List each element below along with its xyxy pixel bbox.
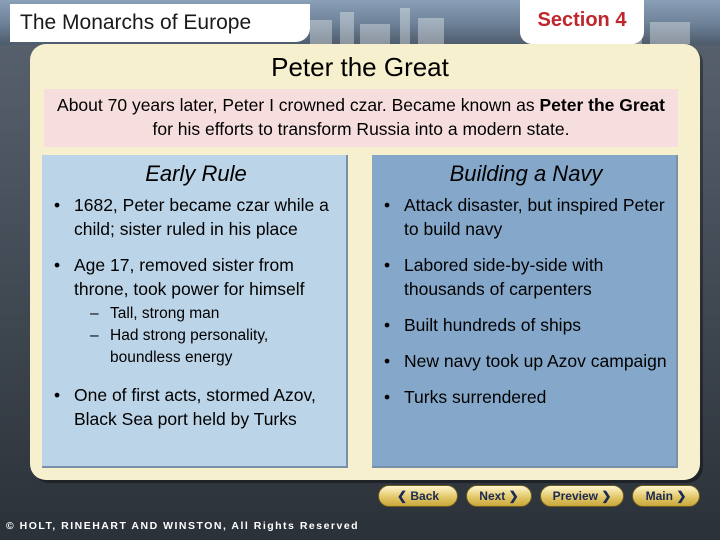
back-arrow-icon: ❮: [396, 489, 408, 503]
back-button[interactable]: ❮ Back: [378, 485, 458, 507]
building-navy-column: [372, 155, 678, 468]
list-item: • 1682, Peter became czar while a child; sister ruled in his place: [54, 195, 329, 239]
city-skyline-image: [300, 2, 720, 44]
bullet-icon: •: [54, 385, 61, 405]
list-item: • New navy took up Azov campaign: [384, 351, 667, 371]
next-arrow-icon: ❯: [508, 489, 519, 503]
list-item: • Attack disaster, but inspired Peter to build navy: [384, 195, 665, 239]
dash-icon: –: [90, 327, 99, 344]
building-navy-title: Building a Navy: [449, 161, 603, 186]
list-item: • One of first acts, stormed Azov, Black Sea port held by Turks: [54, 385, 316, 429]
list-item: • Labored side-by-side with thousands of carpenters: [384, 255, 604, 299]
early-rule-title: Early Rule: [145, 161, 247, 186]
section-label: Section 4: [520, 0, 644, 44]
intro-rest-text: for his efforts to transform Russia into a modern state.: [152, 119, 570, 139]
bullet-icon: •: [384, 387, 391, 407]
bullet-icon: •: [384, 195, 391, 215]
main-button[interactable]: Main ❯: [632, 485, 700, 507]
list-item: • Built hundreds of ships: [384, 315, 582, 335]
bullet-icon: •: [384, 351, 391, 371]
early-rule-column: [42, 155, 348, 468]
preview-button[interactable]: Preview ❯: [540, 485, 624, 507]
bullet-icon: •: [384, 315, 391, 335]
sub-list: [54, 303, 338, 369]
list-item: • Turks surrendered: [384, 387, 547, 407]
list-item: • Age 17, removed sister from throne, took power for himself: [54, 255, 305, 299]
intro-box: [44, 89, 678, 147]
intro-bold-text: Peter the Great: [539, 95, 665, 115]
bullet-icon: •: [384, 255, 391, 275]
presentation-title: The Monarchs of Europe: [10, 4, 310, 42]
next-button[interactable]: Next ❯: [466, 485, 532, 507]
sub-list-item: – Had strong personality, boundless energy: [90, 327, 269, 366]
intro-text: About 70 years later, Peter I crowned czar. Became known as: [57, 95, 540, 115]
dash-icon: –: [90, 305, 99, 322]
copyright-footer: © HOLT, RINEHART AND WINSTON, All Rights Reserved: [6, 520, 360, 532]
main-arrow-icon: ❯: [676, 489, 687, 503]
bullet-icon: •: [54, 255, 61, 275]
preview-arrow-icon: ❯: [601, 489, 612, 503]
bullet-icon: •: [54, 195, 61, 215]
sub-list-item: – Tall, strong man: [110, 303, 338, 325]
slide-heading: Peter the Great: [271, 52, 449, 82]
